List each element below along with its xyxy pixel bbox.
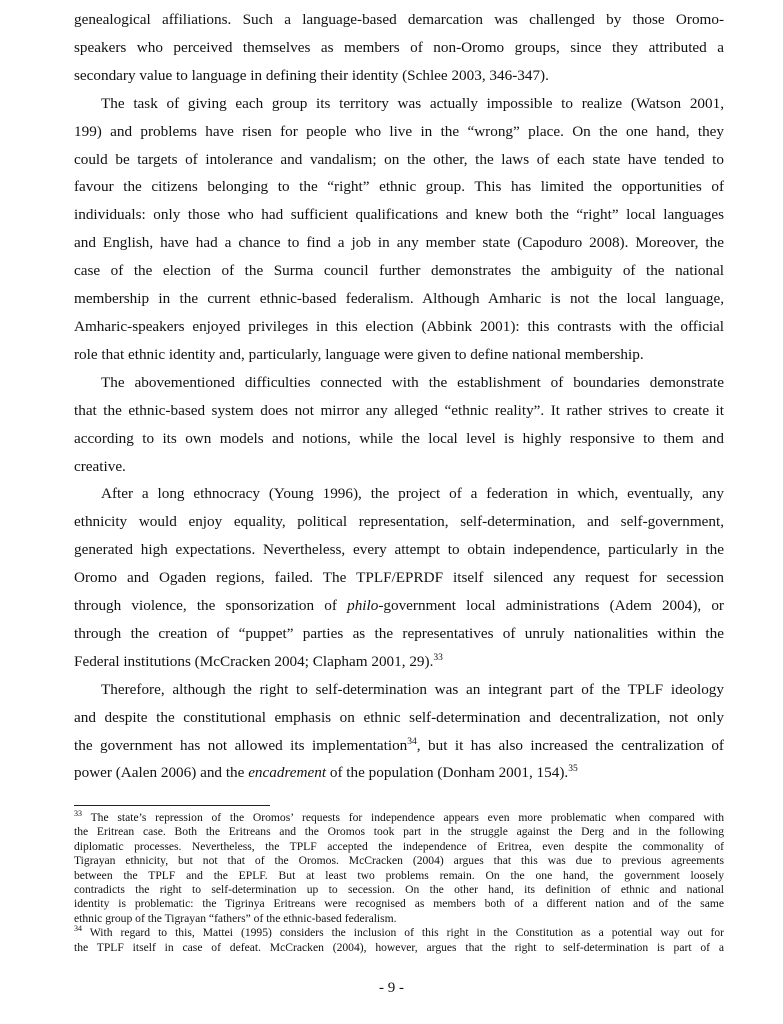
text-line: through the creation of “puppet” parties as the representatives of unruly nationalities within the [74,624,724,642]
footnote-line [74,811,724,825]
paragraph-1 [74,6,724,90]
text-line: speakers who perceived themselves as members of non-Oromo groups, since they attributed a [74,38,724,56]
paragraph-5 [74,676,724,788]
italic-term: encadrement [248,764,327,782]
footnote-number: 33 [74,809,82,819]
footnote-line: between the TPLF and the EPLF. But at least two problems remain. On the one hand, the government loosely [74,868,724,882]
footnote-line: ethnic group of the Tigrayan “fathers” of the ethnic-based federalism. [74,911,397,925]
footnote-line: diplomatic processes. Nevertheless, the TPLF accepted the independence of Eritrea, even despite the commonality of [74,839,724,853]
text-line [74,592,724,620]
text-line: individuals: only those who had sufficient qualifications and knew both the “right” local languages [74,206,724,224]
paragraph-3 [74,369,724,481]
text-line: that the ethnic-based system does not mirror any alleged “ethnic reality”. It rather strives to create it [74,401,724,419]
footnote-line: contradicts the right to self-determination up to secession. On the other hand, its definition of ethnic and national [74,883,724,897]
footnote-separator [74,805,270,806]
footnote-line: identity is problematic: the Tigrinya Eritreans were recognised as members both of a different nation and of the same [74,897,724,911]
text-line: genealogical affiliations. Such a language-based demarcation was challenged by those Oromo- [74,11,724,28]
footnote-34 [74,926,724,955]
footnote-line: the TPLF itself in case of defeat. McCracken (2004), however, argues that the right to self-determination is part of a [74,940,724,954]
footnote-33 [74,811,724,926]
footnote-ref[interactable]: 35 [568,764,578,775]
text-line: generated high expectations. Nevertheless, every attempt to obtain independence, particularly in the [74,541,724,559]
text-line: and despite the constitutional emphasis on ethnic self-determination and decentralization, not only [74,708,724,726]
text-segment: Federal institutions (McCracken 2004; Clapham 2001, 29). [74,652,434,670]
text-line [74,732,724,760]
page-number: - 9 - [379,980,404,996]
italic-term: philo [347,597,379,615]
text-line: After a long ethnocracy (Young 1996), the project of a federation in which, eventually, any [101,485,724,503]
text-line: The task of giving each group its territory was actually impossible to realize (Watson 2001, [101,94,724,112]
footnote-line: the Eritrean case. Both the Eritreans and the Oromos took part in the struggle against the Derg and in the following [74,825,724,839]
text-line: The abovementioned difficulties connected with the establishment of boundaries demonstrate [101,373,724,391]
footnote-line [74,926,724,940]
text-line: role that ethnic identity and, particularly, language were given to define national membership. [74,345,644,363]
text-segment: through violence, the sponsorization of [74,597,348,615]
text-line: creative. [74,457,126,475]
text-line: according to its own models and notions, while the local level is highly responsive to them and [74,429,724,447]
text-segment: , but it has also increased the centralization of [416,736,724,754]
text-line: could be targets of intolerance and vandalism; on the other, the laws of each state have tended to [74,150,724,168]
text-line [74,648,724,676]
footnotes [74,811,724,955]
text-line: and English, have had a chance to find a job in any member state (Capoduro 2008). Moreover, the [74,234,724,252]
text-line: Amharic-speakers enjoyed privileges in this election (Abbink 2001): this contrasts with the official [74,317,724,335]
text-line: Oromo and Ogaden regions, failed. The TPLF/EPRDF itself silenced any request for secession [74,569,724,587]
text-segment: -government local administrations (Adem 2004), or [378,597,724,615]
paragraph-4 [74,480,724,675]
paragraph-2 [74,90,724,369]
text-segment: the government has not allowed its implementation [74,736,408,754]
footnote-ref[interactable]: 33 [433,652,443,663]
text-line: Therefore, although the right to self-determination was an integrant part of the TPLF ideology [101,680,724,698]
footnote-ref[interactable]: 34 [407,736,417,747]
footnote-number: 34 [74,924,82,934]
text-line: case of the election of the Surma council further demonstrates the ambiguity of the national [74,262,724,280]
text-line: favour the citizens belonging to the “right” ethnic group. This has limited the opportunities of [74,178,724,196]
text-segment: The state’s repression of the Oromos’ requests for independence appears even more problematic when compared with [90,811,724,824]
text-segment: With regard to this, Mattei (1995) considers the inclusion of this right in the Constitution as a potential way out for [89,926,724,940]
text-segment: of the population (Donham 2001, 154). [326,764,569,782]
text-segment: power (Aalen 2006) and the [74,764,249,782]
text-line: secondary value to language in defining their identity (Schlee 2003, 346-347). [74,66,549,84]
text-line: membership in the current ethnic-based federalism. Although Amharic is not the local language, [74,290,724,308]
text-line: 199) and problems have risen for people who live in the “wrong” place. On the one hand, they [74,122,724,140]
text-line [74,759,724,787]
text-line: ethnicity would enjoy equality, political representation, self-determination, and self-government, [74,513,724,531]
body-text [74,6,724,787]
footnote-line: Tigrayan ethnicity, but not that of the Oromos. McCracken (2004) argues that this was due to previous agreements [74,854,724,868]
